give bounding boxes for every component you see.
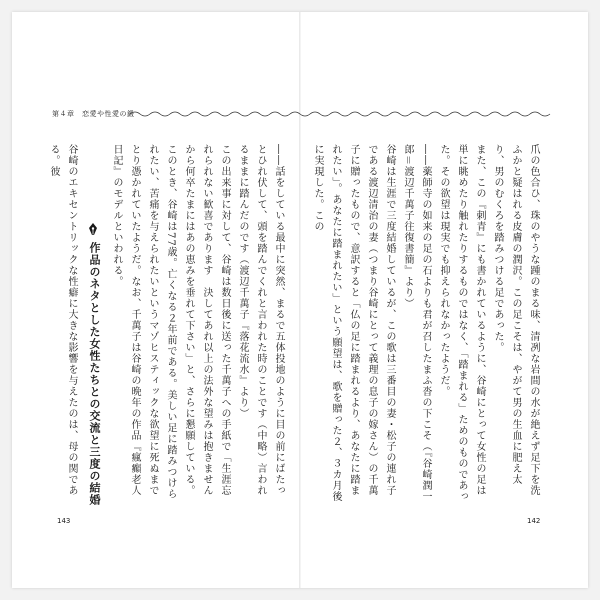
- fountain-pen-icon: [86, 222, 100, 236]
- page-number-left: 143: [57, 517, 71, 525]
- header-wave-rule: [130, 110, 550, 118]
- paragraph: ――薬師寺の如来の足の石よりも君が召したまふ沓の下こそ（『谷崎潤一郎＝渡辺千萬子往復書簡』より）: [402, 144, 431, 502]
- paragraph: 爪の色合ひ、珠のやうな踵のまる味、清冽な岩間の水が絶えず足下を洗ふかと疑はれる皮膚の潤沢。この足こそは、やがて男の生血に肥え太り、男のむくろを踏みつける足であった。: [492, 144, 539, 496]
- left-page-text: [111, 144, 287, 504]
- page-gutter: [299, 12, 301, 588]
- section-heading: 作品のネタとした女性たちとの交流と三度の結婚: [88, 242, 101, 506]
- page-number-right: 142: [527, 517, 541, 525]
- left-page-closing-text: [42, 144, 80, 504]
- paragraph: この出来事に対して、谷崎は数日後に送った千萬子への手紙で「生涯忘れられない歓喜であります 決してあれ以上の法外な望みは抱きませんから何卒たまにはあの恵みを垂れて下さい」と、さらに懇願している。このとき、谷崎は77歳。亡くなる２年前である。美しい足に踏みつけられたい、苦痛を与えられたいというマゾヒスティックな欲望に死ぬまでとり憑かれていたようだ。なお、千萬子は谷崎の晩年の作品『瘋癲老人日記』のモデルといわれる。: [111, 144, 230, 500]
- paragraph: ――話をしている最中に突然、まるで五体投地のように目の前にばたっとひれ伏して、頭を踏んでくれと言われた時のことです（中略）言われるままに踏んだのです（渡辺千萬子『落花流水』より）: [237, 144, 284, 496]
- paragraph: 谷崎のエキセントリックな性癖に大きな影響を与えたのは、母の関である。彼: [48, 144, 77, 496]
- book-spread: [12, 12, 588, 588]
- chapter-header: 第４章 恋愛や性愛の鍛: [52, 110, 135, 118]
- paragraph: 谷崎は生涯で三度結婚しているが、この歌は三番目の妻・松子の連れ子である渡辺清治の妻（つまり谷崎にとって義理の息子の嫁さん）の千萬子に贈ったもので、意訳すると「仏の足に踏まれるより、あなたに踏まれたい」。あなたに踏まれたい」という願望は、歌を贈った２、３カ月後に実現した。この: [312, 144, 395, 502]
- paragraph: また、この『刺青』にも書かれているように、谷崎にとって女性の足は単に眺めたり触れたりするものではなく、「踏まれる」ためのものであった。その欲望は現実でも抑えられなかったようだ。: [438, 144, 485, 502]
- right-page-text: [312, 144, 542, 504]
